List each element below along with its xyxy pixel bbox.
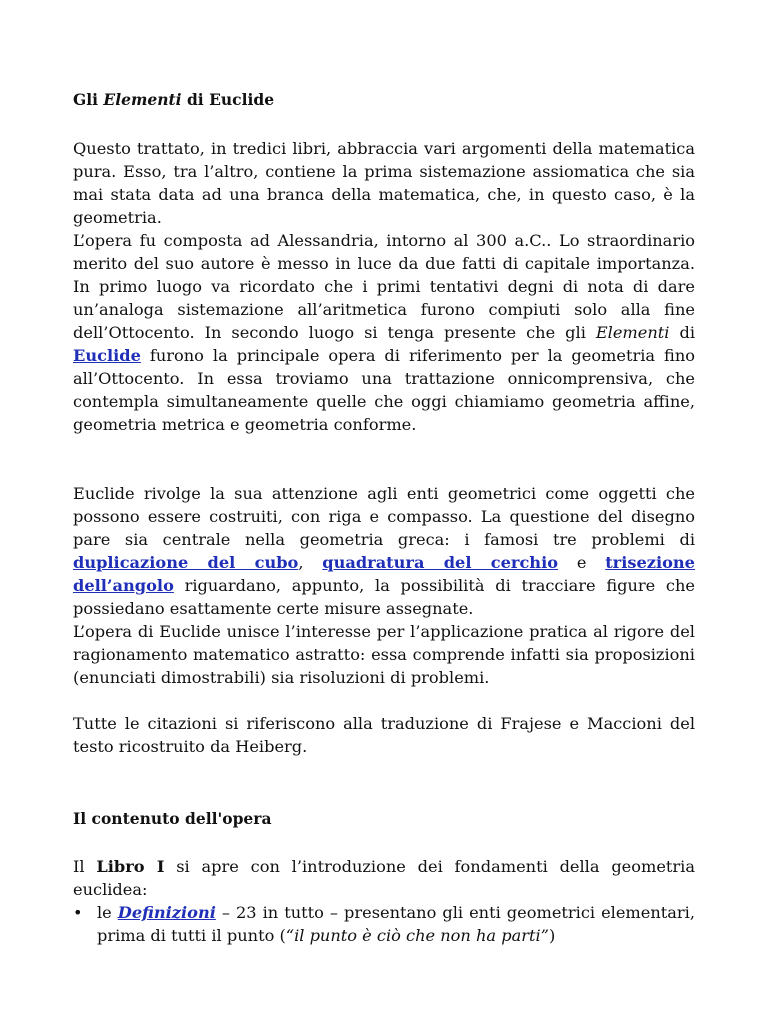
trisezione-link[interactable]: trisezione dell’angolo: [73, 553, 695, 595]
document-title: [73, 90, 274, 110]
libro-intro-paragraph: [73, 855, 695, 901]
title-italic: Elementi: [103, 90, 182, 109]
definitions-list: [73, 901, 695, 947]
libro-text-1: Il: [73, 857, 97, 876]
intro-text-3: furono la principale opera di riferimento per la geometria fino all’Ottocento. In essa troviamo una trattazione onnicomprensiva, che contempla simultaneamente quelle che oggi chiamiamo geometria affine, geometria metrica e geometria conforme.: [73, 346, 695, 434]
construction-text-3: L’opera di Euclide unisce l’interesse per l’applicazione pratica al rigore del ragionamento matematico astratto: essa comprende infatti sia proposizioni (enunciati dimostrabili) sia risoluzioni di problemi.: [73, 622, 695, 687]
libro-bold: Libro I: [96, 857, 165, 876]
separator-e: e: [558, 553, 606, 572]
title-text: Gli: [73, 90, 104, 109]
bullet-text-2: – 23 in tutto – presentano gli enti geometrici elementari, prima di tutti il punto (: [97, 903, 695, 945]
title-text-end: di Euclide: [181, 90, 275, 109]
intro-text-di: di: [669, 323, 696, 342]
duplicazione-link[interactable]: duplicazione del cubo: [73, 553, 299, 572]
intro-text-1: Questo trattato, in tredici libri, abbraccia vari argomenti della matematica pura. Esso, tra l’altro, contiene la prima sistemazione assiomatica che sia mai stata data ad una branca della matematica, che, in questo caso, è la geometria.: [73, 139, 695, 227]
bullet-text-1: le: [97, 903, 118, 922]
construction-paragraph: [73, 482, 695, 689]
section-title: Il contenuto dell'opera: [73, 809, 272, 828]
definizioni-link[interactable]: Definizioni: [117, 903, 216, 922]
construction-text-2: riguardano, appunto, la possibilità di tracciare figure che possiedano esattamente certe misure assegnate.: [73, 576, 695, 618]
quadratura-link[interactable]: quadratura del cerchio: [322, 553, 559, 572]
construction-text-1: Euclide rivolge la sua attenzione agli enti geometrici come oggetti che possono essere costruiti, con riga e compasso. La questione del disegno pare sia centrale nella geometria greca: i famosi tre problemi di: [73, 484, 695, 549]
intro-paragraph: [73, 137, 695, 436]
bullet-italic-quote: “il punto è ciò che non ha parti”: [285, 926, 549, 945]
intro-text-2: L’opera fu composta ad Alessandria, intorno al 300 a.C.. Lo straordinario merito del suo autore è messo in luce da due fatti di capitale importanza. In primo luogo va ricordato che i primi tentativi degni di nota di dare un’analoga sistemazione all’aritmetica furono compiuti solo alla fine dell’Ottocento. In secondo luogo si tenga presente che gli: [73, 231, 695, 342]
citations-paragraph: Tutte le citazioni si riferiscono alla traduzione di Frajese e Maccioni del testo ricostruito da Heiberg.: [73, 714, 695, 756]
separator-comma: ,: [298, 553, 323, 572]
libro-text-2: si apre con l’introduzione dei fondamenti della geometria euclidea:: [73, 857, 696, 899]
list-item: [73, 901, 695, 947]
euclide-link[interactable]: Euclide: [73, 346, 141, 365]
intro-italic-elementi: Elementi: [595, 323, 670, 342]
bullet-icon: •: [73, 903, 83, 922]
bullet-text-3: ): [548, 926, 556, 945]
